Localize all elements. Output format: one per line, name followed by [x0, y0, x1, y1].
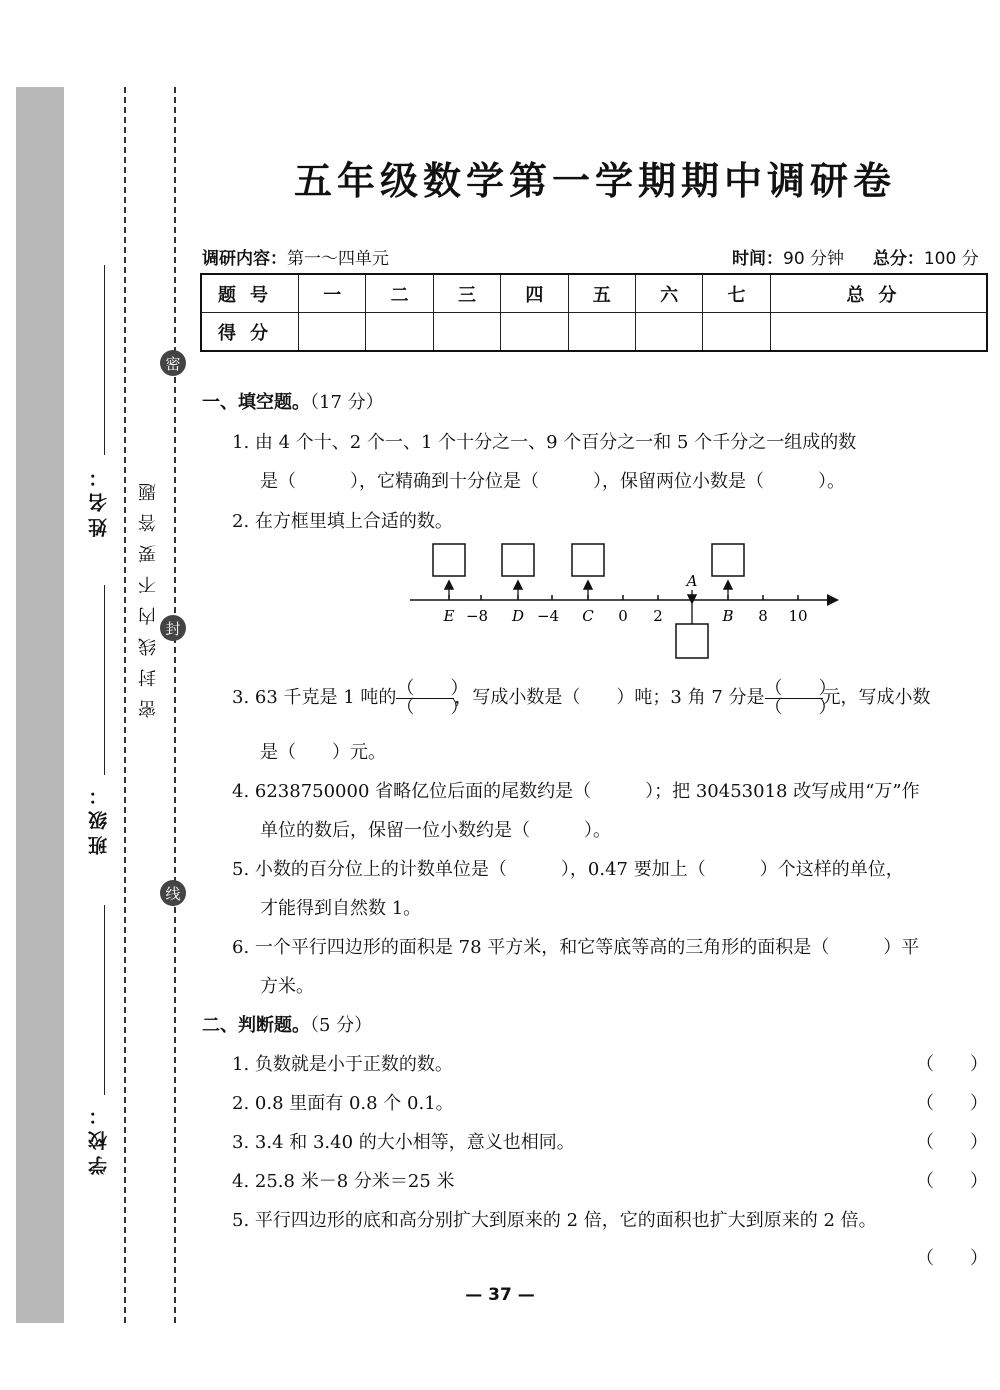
col-header: 三	[433, 274, 500, 313]
score-cell[interactable]	[433, 313, 500, 352]
score-cell[interactable]	[568, 313, 635, 352]
section-2-points: （5 分）	[310, 1015, 373, 1036]
total-score-label: 总分：	[872, 249, 924, 269]
q5-line1: 5. 小数的百分位上的计数单位是（ ），0.47 要加上（ ）个这样的单位，	[232, 859, 904, 880]
judge-answer-1[interactable]: （ ）	[916, 1054, 988, 1075]
q4-line1: 4. 6238750000 省略亿位后面的尾数约是（ ）；把 30453018 改写成用“万”作	[232, 781, 920, 802]
judge-answer-5[interactable]: （ ）	[916, 1248, 988, 1269]
fraction-denominator: （ ）	[764, 696, 837, 718]
content-info	[202, 244, 389, 269]
label-a: A	[686, 572, 698, 590]
label-c: C	[582, 607, 594, 625]
q3-part-a: 3. 63 千克是 1 吨的	[232, 687, 397, 708]
answer-box-d[interactable]	[502, 544, 534, 576]
section-1-heading: 一、填空题。	[202, 392, 310, 413]
seal-feng: 封	[160, 615, 186, 641]
q3-part-c: 元，写成小数	[822, 687, 931, 708]
school-label: 学校：	[88, 1100, 110, 1175]
seal-xian: 线	[160, 880, 186, 906]
judge-answer-2[interactable]: （ ）	[916, 1093, 988, 1114]
section-2-title	[202, 1011, 372, 1037]
school-write-line	[104, 905, 105, 1095]
score-table	[200, 273, 988, 352]
q2-text: 2. 在方框里填上合适的数。	[232, 511, 453, 532]
q5-line2: 才能得到自然数 1。	[260, 898, 422, 919]
section-1-points: （17 分）	[310, 392, 384, 413]
fraction-numerator: （ ）	[764, 677, 837, 699]
col-header: 一	[299, 274, 366, 313]
class-write-line	[104, 585, 105, 775]
name-label: 姓名：	[88, 462, 110, 537]
fraction-blank-1[interactable]	[396, 677, 469, 718]
judge-item-2: 2. 0.8 里面有 0.8 个 0.1。	[232, 1093, 454, 1114]
label-d: D	[511, 607, 525, 625]
binding-dash-line-inner	[124, 87, 126, 1323]
label-0: 0	[618, 607, 628, 625]
score-cell[interactable]	[770, 313, 987, 352]
q1-line2: 是（ ），它精确到十分位是（ ），保留两位小数是（ ）。	[260, 471, 845, 492]
name-write-line	[104, 265, 105, 455]
seal-mi: 密	[160, 350, 186, 376]
row-header-score: 得分	[201, 313, 299, 352]
score-cell[interactable]	[299, 313, 366, 352]
section-1-title	[202, 388, 384, 414]
score-table-header-row	[201, 274, 987, 313]
col-header: 二	[366, 274, 433, 313]
label-neg8: −8	[465, 607, 489, 625]
score-table-score-row	[201, 313, 987, 352]
label-b: B	[722, 607, 734, 625]
label-e: E	[443, 607, 455, 625]
judge-answer-4[interactable]: （ ）	[916, 1171, 988, 1192]
binding-strip	[16, 87, 64, 1323]
judge-item-5: 5. 平行四边形的底和高分别扩大到原来的 2 倍，它的面积也扩大到原来的 2 倍。	[232, 1210, 877, 1231]
fraction-numerator: （ ）	[396, 677, 469, 699]
answer-box-a[interactable]	[676, 624, 708, 658]
col-header: 六	[635, 274, 702, 313]
judge-item-4: 4. 25.8 米－8 分米＝25 米	[232, 1171, 455, 1192]
q6-line1: 6. 一个平行四边形的面积是 78 平方米，和它等底等高的三角形的面积是（ ）平	[232, 937, 920, 958]
page-title: 五年级数学第一学期期中调研卷	[293, 159, 896, 203]
time-value: 90 分钟	[783, 249, 845, 269]
section-2-heading: 二、判断题。	[202, 1015, 310, 1036]
time-info	[732, 244, 979, 269]
col-header: 五	[568, 274, 635, 313]
score-cell[interactable]	[501, 313, 568, 352]
content-value: 第一～四单元	[287, 249, 389, 269]
judge-item-3: 3. 3.4 和 3.40 的大小相等，意义也相同。	[232, 1132, 575, 1153]
col-header: 七	[703, 274, 770, 313]
answer-box-e[interactable]	[433, 544, 465, 576]
q6-line2: 方米。	[260, 976, 314, 997]
q3-part-b: ，写成小数是（ ）吨；3 角 7 分是	[454, 687, 765, 708]
content-label: 调研内容：	[202, 249, 287, 269]
score-cell[interactable]	[635, 313, 702, 352]
judge-item-1: 1. 负数就是小于正数的数。	[232, 1054, 453, 1075]
answer-box-b[interactable]	[712, 544, 744, 576]
q4-line2: 单位的数后，保留一位小数约是（ ）。	[260, 820, 611, 841]
fraction-denominator: （ ）	[396, 696, 469, 718]
q1-line1: 1. 由 4 个十、2 个一、1 个十分之一、9 个百分之一和 5 个千分之一组成的数	[232, 432, 857, 453]
label-8: 8	[758, 607, 768, 625]
total-score-value: 100 分	[923, 249, 979, 269]
label-neg4: −4	[536, 607, 560, 625]
col-header: 四	[501, 274, 568, 313]
score-cell[interactable]	[366, 313, 433, 352]
judge-answer-3[interactable]: （ ）	[916, 1132, 988, 1153]
time-label: 时间：	[732, 249, 783, 269]
q3-line1	[232, 678, 931, 718]
label-2: 2	[653, 607, 663, 625]
col-header: 总分	[770, 274, 987, 313]
binding-dash-line-outer	[174, 87, 176, 1323]
page-number: — 37 —	[465, 1285, 535, 1305]
score-cell[interactable]	[703, 313, 770, 352]
class-label: 班级：	[88, 780, 110, 855]
answer-box-c[interactable]	[572, 544, 604, 576]
number-line-figure	[400, 538, 850, 666]
seal-warning: 密封线内不要答题	[138, 470, 159, 718]
q3-line2: 是（ ）元。	[260, 742, 386, 763]
row-header-question: 题号	[201, 274, 299, 313]
label-10: 10	[788, 607, 808, 625]
fraction-blank-2[interactable]	[764, 677, 837, 718]
